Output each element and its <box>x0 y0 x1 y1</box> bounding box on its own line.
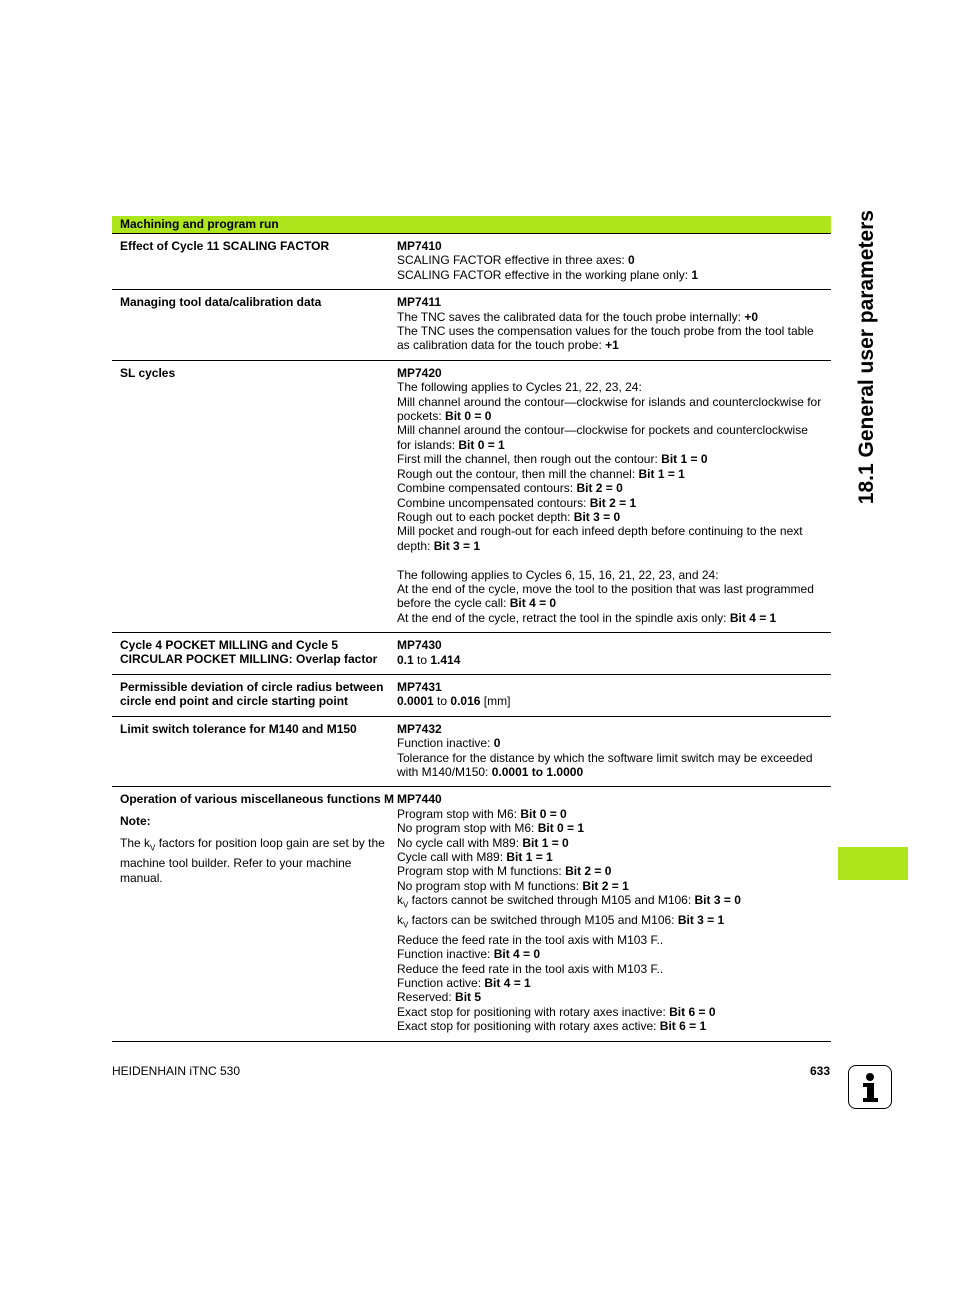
parameter-label-cell <box>112 722 397 780</box>
setting-text: Combine uncompensated contours: <box>397 495 590 510</box>
setting-text: Function inactive: <box>397 947 494 962</box>
setting-text: Exact stop for positioning with rotary axes active: <box>397 1019 660 1034</box>
setting-value: Bit 1 = 1 <box>506 850 553 865</box>
parameter-setting-line <box>397 821 823 835</box>
setting-value: Bit 3 = 1 <box>677 913 725 928</box>
parameter-label: Cycle 4 POCKET MILLING and Cycle 5 CIRCULAR POCKET MILLING: Overlap factor <box>120 638 378 667</box>
setting-text: The following applies to Cycles 21, 22, 23, 24: <box>397 380 642 395</box>
parameter-setting-line <box>397 864 823 878</box>
setting-value: 0.0001 to 1.0000 <box>491 764 584 779</box>
parameter-label-cell <box>112 680 397 709</box>
setting-text: Combine compensated contours: <box>397 481 577 496</box>
machine-parameter-id: MP7411 <box>397 295 442 310</box>
setting-text: Function inactive: <box>397 736 494 751</box>
parameter-setting-line <box>397 1019 823 1033</box>
setting-value: Bit 2 = 1 <box>582 878 629 893</box>
setting-text: Cycle call with M89: <box>397 850 507 865</box>
setting-value: Bit 4 = 1 <box>484 976 531 991</box>
parameter-range <box>397 694 823 708</box>
parameter-setting-line <box>397 913 823 933</box>
setting-value: +0 <box>744 309 758 324</box>
setting-text: Function active: <box>397 976 485 991</box>
setting-value: Bit 0 = 1 <box>458 437 505 452</box>
parameter-label-cell <box>112 638 397 667</box>
setting-value: Bit 6 = 1 <box>659 1019 707 1034</box>
setting-text: $k_V$ factors cannot be switched through M105 and M106: <box>397 893 695 910</box>
setting-value: Bit 5 <box>455 990 482 1005</box>
setting-value: Bit 4 = 1 <box>729 610 777 625</box>
parameter-setting-line <box>397 467 823 481</box>
parameter-setting-line <box>397 324 823 353</box>
setting-text: First mill the channel, then rough out the contour: <box>397 452 662 467</box>
setting-text: No program stop with M functions: <box>397 878 583 893</box>
setting-value: Bit 0 = 0 <box>520 806 567 821</box>
setting-value: Bit 3 = 0 <box>694 893 741 908</box>
setting-text: Mill pocket and rough-out for each infeed depth before continuing to the next depth: <box>397 524 803 553</box>
chapter-side-title <box>842 210 892 540</box>
chapter-side-title-text: 18.1 General user parameters <box>855 210 878 505</box>
chapter-tab-marker <box>838 847 908 880</box>
parameter-value-cell <box>397 239 823 282</box>
machine-parameter-id: MP7420 <box>397 365 442 380</box>
parameter-label: Operation of various miscellaneous functions M <box>120 792 395 807</box>
note-text: The $k_V$ factors for position loop gain are set by the machine tool builder. Refer to your machine manual. <box>120 836 385 885</box>
parameter-setting-line <box>397 850 823 864</box>
parameter-setting-line <box>397 310 823 324</box>
setting-text: Mill channel around the contour—clockwise for islands and counterclockwise for pockets: <box>397 394 822 424</box>
parameter-setting-line <box>397 990 823 1004</box>
setting-value: Bit 4 = 0 <box>493 947 541 962</box>
table-row <box>112 633 831 675</box>
setting-value: Bit 6 = 0 <box>669 1004 716 1019</box>
parameter-value-cell <box>397 680 823 709</box>
setting-value: Bit 1 = 0 <box>522 835 569 850</box>
parameter-setting-line <box>397 836 823 850</box>
parameter-setting-line <box>397 582 823 611</box>
setting-text: Reserved: <box>397 990 456 1005</box>
parameter-setting-line <box>397 611 823 625</box>
setting-value: Bit 1 = 1 <box>638 466 685 481</box>
setting-value: Bit 2 = 0 <box>565 864 612 879</box>
setting-text: $k_V$ factors can be switched through M105 and M106: <box>397 913 678 930</box>
setting-value: Bit 1 = 0 <box>661 452 708 467</box>
parameter-value-cell <box>397 792 823 1033</box>
parameter-setting-line <box>397 879 823 893</box>
parameter-label: Effect of Cycle 11 SCALING FACTOR <box>120 239 330 253</box>
setting-text: At the end of the cycle, move the tool to the position that was last programmed before the cycle call: <box>397 581 814 611</box>
parameter-setting-line <box>397 893 823 913</box>
parameter-label-cell <box>112 295 397 353</box>
setting-text: No cycle call with M89: <box>397 835 523 850</box>
parameter-setting-line <box>397 510 823 524</box>
parameter-label: Limit switch tolerance for M140 and M150 <box>120 721 357 736</box>
setting-text: Program stop with M6: <box>397 806 521 821</box>
range-from: 0.1 <box>397 652 414 667</box>
parameter-value-cell <box>397 366 823 625</box>
parameter-setting-line <box>397 380 823 394</box>
table-rows <box>112 234 831 1042</box>
setting-text: Reduce the feed rate in the tool axis with M103 F.. <box>397 961 664 976</box>
machine-parameter-id: MP7410 <box>397 239 442 253</box>
parameter-table <box>112 216 831 1042</box>
setting-value: Bit 3 = 0 <box>573 509 621 524</box>
paragraph-gap <box>397 553 823 567</box>
setting-text: Tolerance for the distance by which the software limit switch may be exceeded with M140/M150: <box>397 750 813 779</box>
setting-text: Reduce the feed rate in the tool axis with M103 F.. <box>397 932 664 947</box>
parameter-range <box>397 653 823 667</box>
setting-text: Mill channel around the contour—clockwise for pockets and counterclockwise for islands: <box>397 423 808 452</box>
machine-parameter-id: MP7431 <box>397 679 442 694</box>
setting-value: Bit 4 = 0 <box>509 596 557 611</box>
parameter-label-cell <box>112 366 397 625</box>
parameter-setting-line <box>397 976 823 990</box>
parameter-label: Permissible deviation of circle radius between circle end point and circle starting point <box>120 679 384 708</box>
page-number: 633 <box>809 1064 830 1078</box>
parameter-setting-line <box>397 751 823 780</box>
setting-text: The TNC uses the compensation values for the touch probe from the tool table as calibration data for the touch probe: <box>397 324 814 353</box>
setting-value: Bit 2 = 1 <box>589 495 637 510</box>
note-heading: Note: <box>120 814 151 829</box>
table-header: Machining and program run <box>112 216 831 234</box>
range-to: 0.016 <box>450 694 481 709</box>
table-row <box>112 675 831 717</box>
setting-text: Exact stop for positioning with rotary axes inactive: <box>397 1004 670 1019</box>
parameter-setting-line <box>397 947 823 961</box>
setting-text: No program stop with M6: <box>397 821 538 836</box>
parameter-setting-line <box>397 496 823 510</box>
parameter-setting-line <box>397 807 823 821</box>
table-row <box>112 787 831 1041</box>
range-from: 0.0001 <box>397 694 434 709</box>
parameter-setting-line <box>397 568 823 582</box>
setting-value: +1 <box>605 338 619 353</box>
machine-parameter-id: MP7432 <box>397 721 442 736</box>
setting-value: Bit 2 = 0 <box>576 481 623 496</box>
table-row <box>112 234 831 290</box>
table-row <box>112 361 831 633</box>
parameter-setting-line <box>397 736 823 750</box>
parameter-setting-line <box>397 524 823 553</box>
parameter-setting-line <box>397 1005 823 1019</box>
parameter-setting-line <box>397 253 823 267</box>
setting-text: SCALING FACTOR effective in the working plane only: <box>397 267 692 282</box>
parameter-setting-line <box>397 452 823 466</box>
parameter-setting-line <box>397 933 823 947</box>
parameter-label: SL cycles <box>120 365 176 380</box>
footer-title: HEIDENHAIN iTNC 530 <box>112 1064 241 1078</box>
range-to: 1.414 <box>430 652 461 667</box>
setting-text: The TNC saves the calibrated data for the touch probe internally: <box>397 309 745 324</box>
parameter-setting-line <box>397 395 823 424</box>
parameter-setting-line <box>397 423 823 452</box>
parameter-label: Managing tool data/calibration data <box>120 295 322 310</box>
parameter-setting-line <box>397 268 823 282</box>
setting-text: Rough out the contour, then mill the channel: <box>397 466 639 481</box>
info-icon <box>848 1065 892 1109</box>
setting-text: Program stop with M functions: <box>397 864 566 879</box>
range-to-word: to <box>413 652 431 667</box>
setting-value: Bit 3 = 1 <box>433 538 481 553</box>
parameter-label-cell <box>112 792 397 1033</box>
setting-value: 1 <box>691 267 699 282</box>
parameter-label-cell <box>112 239 397 282</box>
parameter-value-cell <box>397 295 823 353</box>
table-row <box>112 290 831 361</box>
parameter-setting-line <box>397 481 823 495</box>
setting-value: Bit 0 = 1 <box>537 821 585 836</box>
setting-value: 0 <box>493 736 501 751</box>
parameter-value-cell <box>397 722 823 780</box>
setting-text: The following applies to Cycles 6, 15, 16, 21, 22, 23, and 24: <box>397 567 719 582</box>
machine-parameter-id: MP7440 <box>397 792 442 807</box>
setting-text: SCALING FACTOR effective in three axes: <box>397 253 628 268</box>
setting-text: Rough out to each pocket depth: <box>397 509 574 524</box>
setting-value: Bit 0 = 0 <box>445 409 492 424</box>
range-unit: [mm] <box>480 694 511 709</box>
range-to-word: to <box>433 694 451 709</box>
parameter-value-cell <box>397 638 823 667</box>
table-row <box>112 717 831 788</box>
machine-parameter-id: MP7430 <box>397 638 442 653</box>
setting-value: 0 <box>627 253 635 268</box>
setting-text: At the end of the cycle, retract the tool in the spindle axis only: <box>397 610 730 625</box>
parameter-setting-line <box>397 962 823 976</box>
